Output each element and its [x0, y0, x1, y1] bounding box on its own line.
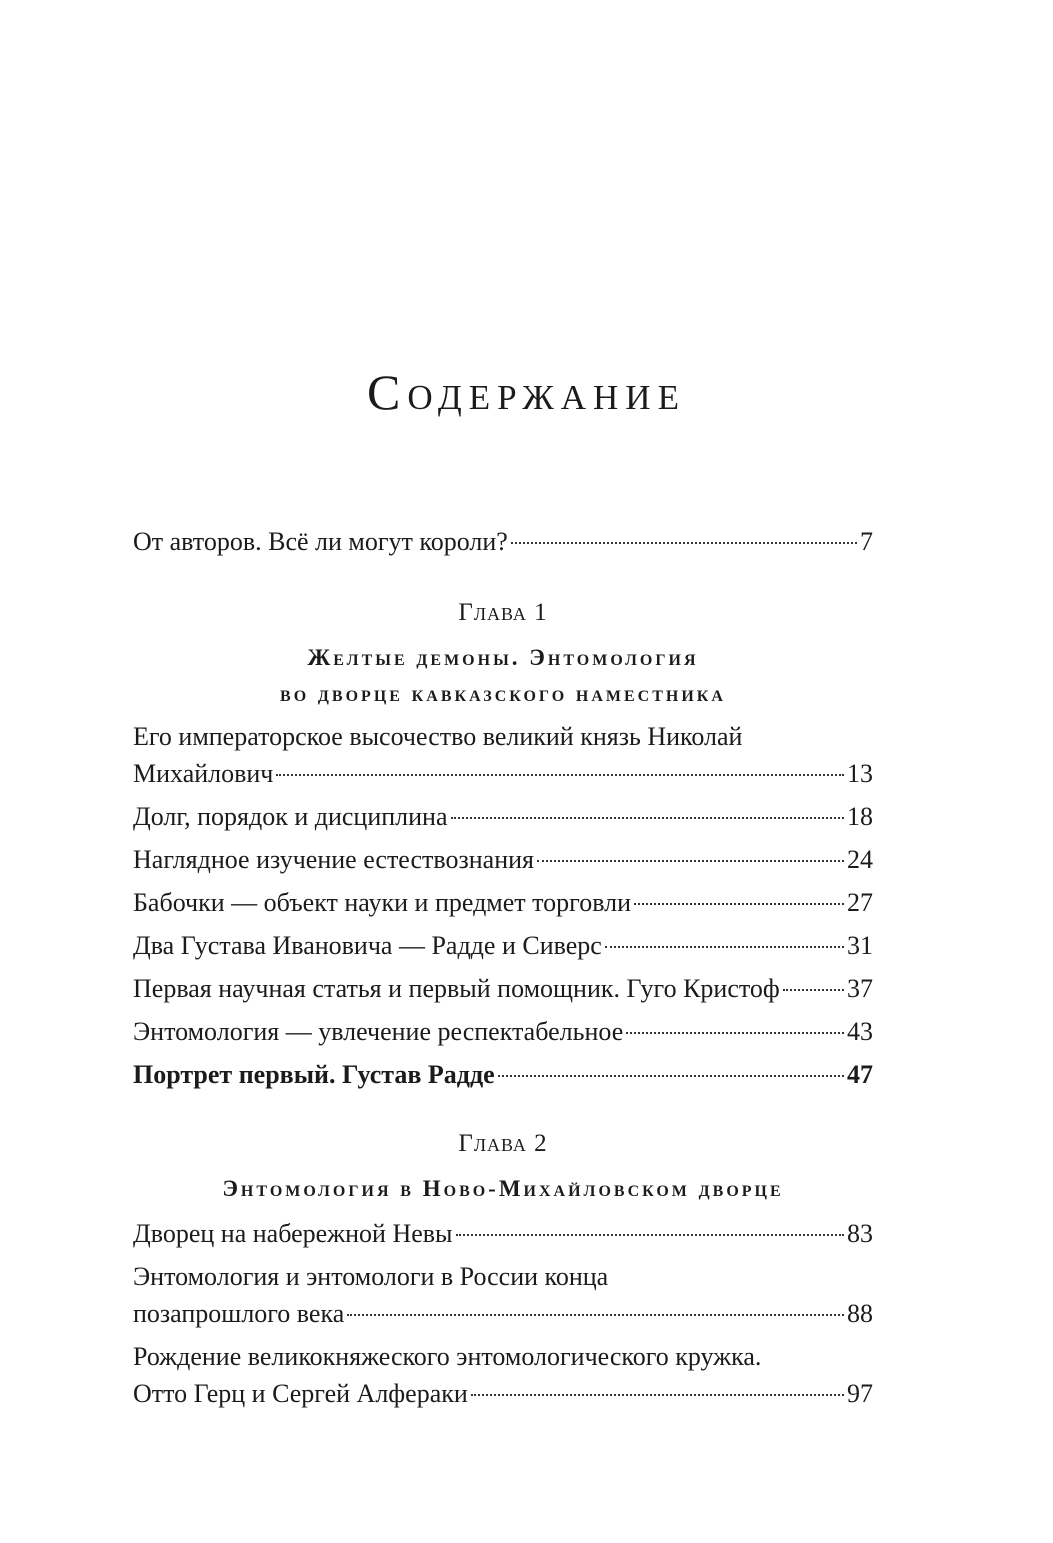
dot-leader	[498, 1075, 844, 1077]
chapter-1-title-line-1: Желтые демоны. Энтомология	[307, 645, 699, 670]
page-title: Содержание	[367, 364, 686, 420]
toc-entry[interactable]	[133, 798, 873, 835]
toc-entry-page: 13	[847, 759, 873, 788]
toc-entry-page: 7	[860, 527, 873, 556]
toc-entry-title-line: Его императорское высочество великий князь Николай	[133, 722, 743, 751]
toc-entry-page: 83	[847, 1219, 873, 1248]
toc-entry-intro[interactable]	[133, 523, 873, 560]
chapter-2-label: Глава 2	[458, 1130, 548, 1157]
chapter-1-label: Глава 1	[458, 599, 548, 626]
toc-entry-portrait[interactable]	[133, 1056, 873, 1093]
toc-entry-title-line: Рождение великокняжеского энтомологического кружка.	[133, 1342, 762, 1371]
dot-leader	[605, 946, 844, 948]
toc-entry-title: Долг, порядок и дисциплина	[133, 802, 448, 831]
toc-entry-title: От авторов. Всё ли могут короли?	[133, 527, 508, 556]
toc-entry[interactable]	[133, 1258, 873, 1332]
toc-entry[interactable]	[133, 884, 873, 921]
dot-leader	[634, 903, 844, 905]
chapter-2-title: Энтомология в Ново-Михайловском дворце	[222, 1176, 784, 1201]
toc-entry-title: Энтомология — увлечение респектабельное	[133, 1017, 624, 1046]
toc-entry[interactable]	[133, 841, 873, 878]
toc-entry-page: 47	[847, 1060, 873, 1089]
toc-entry[interactable]	[133, 718, 873, 792]
toc-entry-page: 18	[847, 802, 873, 831]
toc-entry-title: Дворец на набережной Невы	[133, 1219, 453, 1248]
toc-entry-page: 88	[847, 1299, 873, 1328]
dot-leader	[626, 1032, 844, 1034]
header-band	[196, 40, 870, 86]
dot-leader	[347, 1314, 844, 1316]
toc-entry[interactable]	[133, 927, 873, 964]
dot-leader	[451, 817, 844, 819]
toc-entry-page: 24	[847, 845, 873, 874]
toc-entry-title: позапрошлого века	[133, 1299, 345, 1328]
toc-entry-page: 37	[847, 974, 873, 1003]
toc-entry-page: 27	[847, 888, 873, 917]
dot-leader	[537, 860, 844, 862]
toc-entry[interactable]	[133, 1338, 873, 1412]
toc-entry-title: Портрет первый. Густав Радде	[133, 1060, 495, 1089]
dot-leader	[276, 774, 844, 776]
dot-leader	[456, 1234, 844, 1236]
toc-entry-page: 31	[847, 931, 873, 960]
toc-entry-title: Первая научная статья и первый помощник. Гуго Кристоф	[133, 974, 780, 1003]
toc-entry-title: Михайлович	[133, 759, 274, 788]
toc-entry[interactable]	[133, 1215, 873, 1252]
dot-leader	[783, 989, 844, 991]
toc-entry-page: 43	[847, 1017, 873, 1046]
toc-entry[interactable]	[133, 1013, 873, 1050]
toc-entry-title: Два Густава Ивановича — Радде и Сиверс	[133, 931, 602, 960]
toc-entry-title-line: Энтомология и энтомологи в России конца	[133, 1262, 609, 1291]
toc-entry-title: Отто Герц и Сергей Алфераки	[133, 1379, 468, 1408]
dot-leader	[511, 542, 857, 544]
toc-entry[interactable]	[133, 970, 873, 1007]
toc-entry-title: Наглядное изучение естествознания	[133, 845, 535, 874]
dot-leader	[471, 1394, 844, 1396]
toc-entry-page: 97	[847, 1379, 873, 1408]
table-of-contents	[133, 523, 873, 1412]
chapter-1-title-line-2: во дворце кавказского наместника	[280, 681, 726, 706]
toc-entry-title: Бабочки — объект науки и предмет торговли	[133, 888, 632, 917]
